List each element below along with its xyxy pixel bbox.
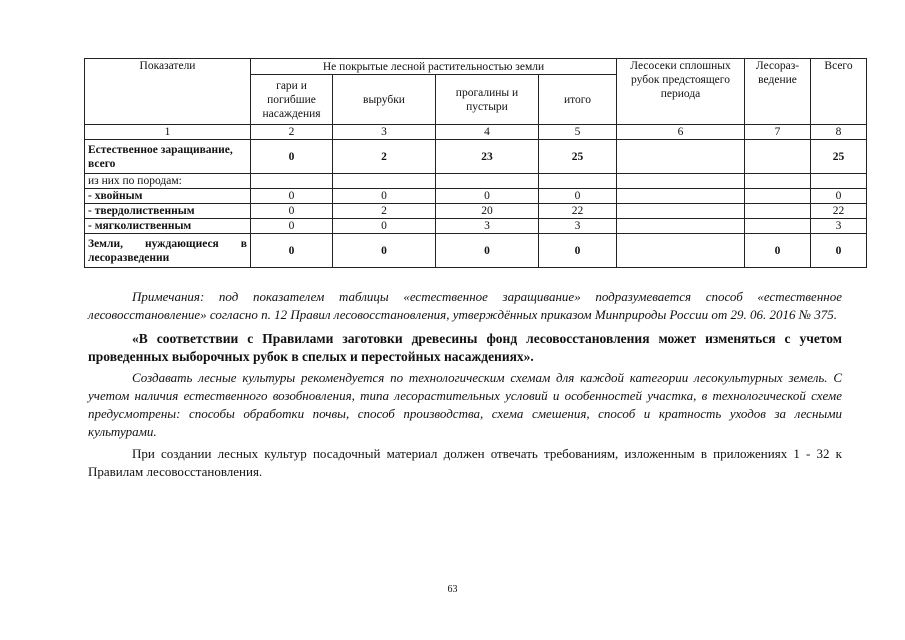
table-cell: 0 [745,234,811,268]
page-number: 63 [447,584,458,595]
table-cell: 2 [333,140,436,174]
table-cell: 22 [811,204,867,219]
column-number: 2 [251,125,333,140]
table-row [85,204,867,219]
table-row [85,219,867,234]
table-cell: 3 [539,219,617,234]
table-cell: 0 [333,234,436,268]
header-clearings: вырубки [333,75,436,125]
table-row [85,174,867,189]
column-number: 4 [436,125,539,140]
table-cell [745,189,811,204]
table-cell: 0 [539,234,617,268]
row-label: - твердолиственным [85,204,251,219]
cultures-paragraph: Создавать лесные культуры рекомендуется по технологическим схемам для каждой категории лесокультурных земель. С учетом наличия естественного возобновления, типа лесорастительных условий и особенностей участка, в технологической схеме предусмотрены: способы обработки почвы, способ производства, схема смешения, способ и кратность уходов за лесными культурами. [88,370,842,439]
table-cell: 23 [436,140,539,174]
table-cell: 0 [539,189,617,204]
header-indicators: Показатели [85,59,251,125]
header-glades: прогалины и пустыри [436,75,539,125]
table-cell: 0 [251,189,333,204]
table-cell [745,219,811,234]
table-cell: 3 [436,219,539,234]
table-cell [617,219,745,234]
header-all: Всего [811,59,867,125]
table-cell: 3 [811,219,867,234]
table-row [85,234,867,268]
column-number: 1 [85,125,251,140]
header-felling: Лесосеки сплошных рубок предстоящего периода [617,59,745,125]
table-cell: 0 [251,219,333,234]
header-not-covered: Не покрытые лесной растительностью земли [251,59,617,75]
table-cell: 0 [436,189,539,204]
table-cell: 0 [251,204,333,219]
row-label: - хвойным [85,189,251,204]
planting-paragraph: При создании лесных культур посадочный материал должен отвечать требованиям, изложенным в приложениях 1 - 32 к Правилам лесовосстановления. [88,446,842,479]
table-row [85,140,867,174]
table-cell: 20 [436,204,539,219]
table-cell: 0 [333,219,436,234]
row-label-line: лесоразведении [88,251,170,264]
column-number: 6 [617,125,745,140]
row-label: Естественное заращивание, всего [85,140,251,174]
header-burns: гари и погибшие насаждения [251,75,333,125]
column-number: 7 [745,125,811,140]
column-number: 5 [539,125,617,140]
table-cell [617,189,745,204]
note-paragraph: Примечания: под показателем таблицы «естественное заращивание» подразумевается способ «естественное лесовосстановление» согласно п. 12 Правил лесовосстановления, утверждённых приказом Минприроды России от 29. 06. 2016 № 375. [88,289,842,322]
table-cell: 0 [811,189,867,204]
column-number: 8 [811,125,867,140]
table-cell: 22 [539,204,617,219]
table-cell: 0 [251,234,333,268]
table-cell: 0 [333,189,436,204]
row-label [85,234,251,268]
table-cell [617,204,745,219]
notes-section [88,288,842,481]
table-cell: 25 [811,140,867,174]
column-number: 3 [333,125,436,140]
table-row [85,189,867,204]
column-numbers-row [85,125,867,140]
row-label-line: Земли, нуждающиеся в [88,237,247,250]
table-cell [745,204,811,219]
table-cell: 0 [251,140,333,174]
species-heading: из них по породам: [85,174,251,189]
header-reclamation: Лесораз-ведение [745,59,811,125]
header-total-nc: итого [539,75,617,125]
table-cell: 25 [539,140,617,174]
table-cell [745,140,811,174]
table-cell: 2 [333,204,436,219]
table-cell: 0 [436,234,539,268]
reforestation-table [84,58,867,268]
table-cell [617,234,745,268]
row-label: - мягколиственным [85,219,251,234]
quote-paragraph: «В соответствии с Правилами заготовки древесины фонд лесовосстановления может изменяться с учетом проведенных выборочных рубок в спелых и перестойных насаждениях». [88,331,842,364]
table-cell [617,140,745,174]
table-cell: 0 [811,234,867,268]
